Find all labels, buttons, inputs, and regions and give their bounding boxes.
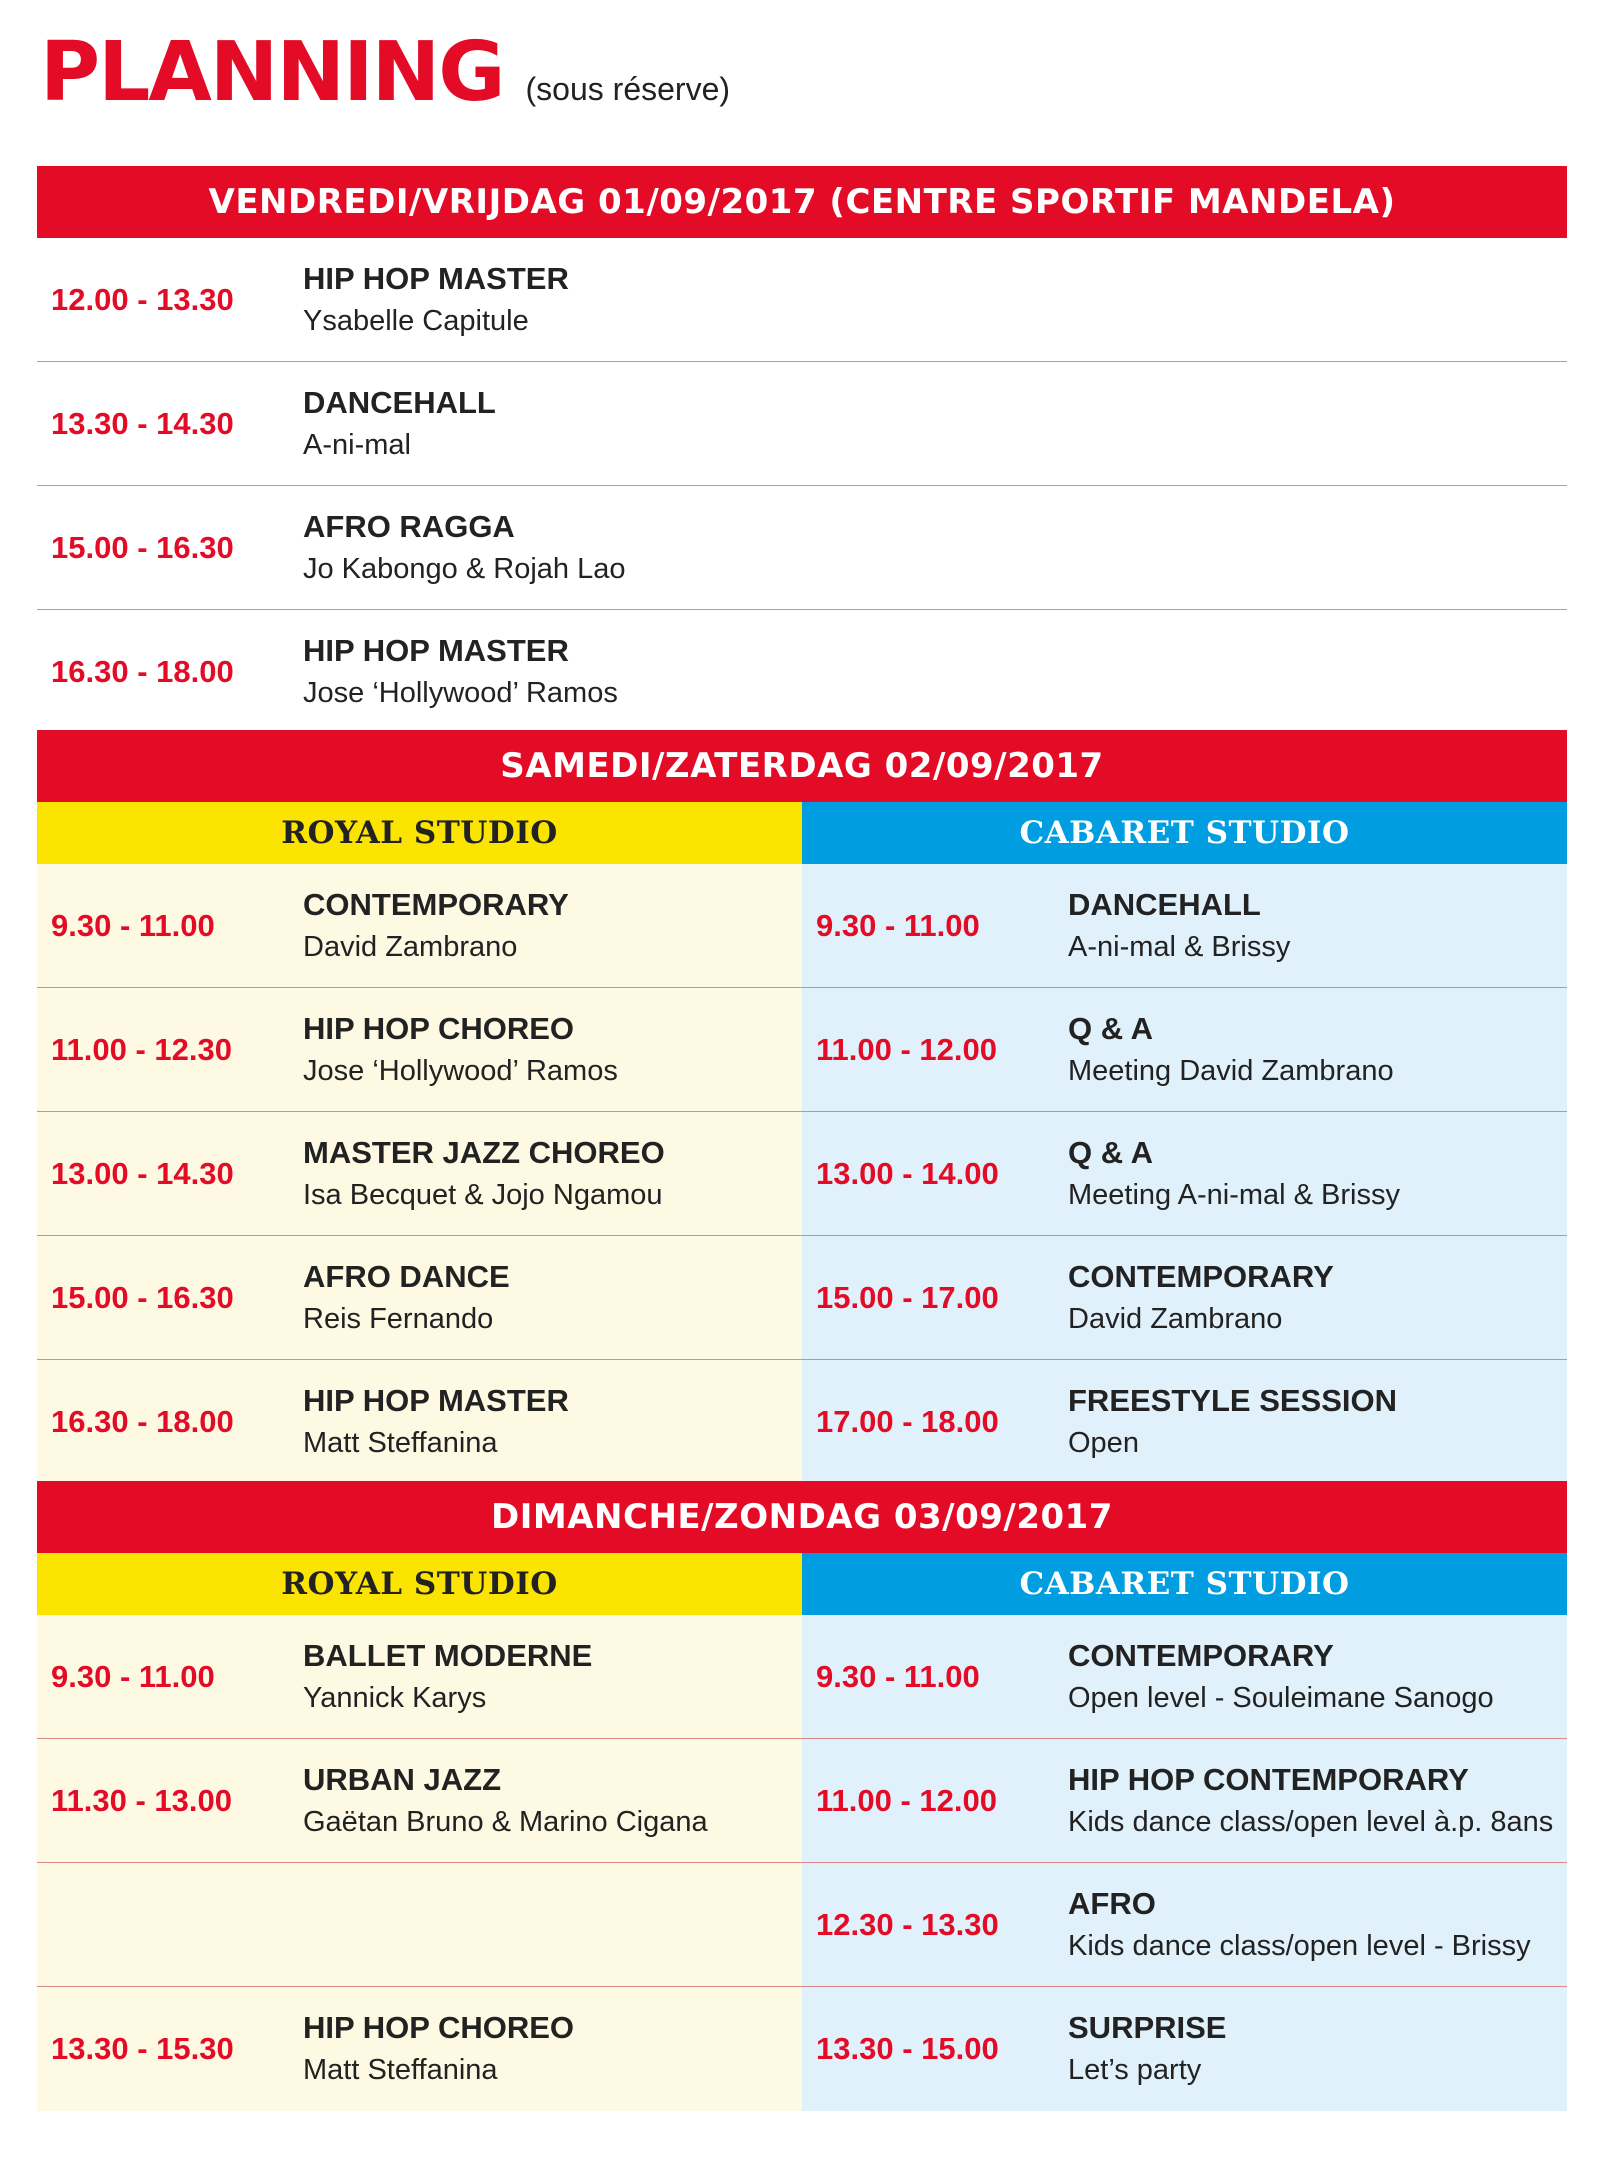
- studio-header: ROYAL STUDIO: [37, 802, 802, 864]
- session-time: 9.30 - 11.00: [816, 1658, 980, 1694]
- session-time: 11.30 - 13.00: [51, 1782, 232, 1818]
- day-header: SAMEDI/ZATERDAG 02/09/2017: [37, 730, 1567, 802]
- session-class: URBAN JAZZ: [303, 1761, 502, 1797]
- session-teacher: Isa Becquet & Jojo Ngamou: [303, 1178, 663, 1211]
- studio-header: ROYAL STUDIO: [37, 1553, 802, 1615]
- studio-header: CABARET STUDIO: [802, 1553, 1567, 1615]
- cabaret-studio-column: [802, 1553, 1567, 2111]
- session-teacher: Yannick Karys: [303, 1681, 487, 1714]
- session-class: HIP HOP MASTER: [303, 633, 569, 668]
- day-saturday: [37, 730, 1567, 1484]
- royal-studio-column: [37, 802, 802, 1484]
- session-time: 13.00 - 14.30: [51, 1155, 234, 1191]
- session-time: [37, 1863, 303, 1986]
- session-time: 11.00 - 12.30: [51, 1031, 232, 1067]
- page-title: PLANNING: [40, 25, 504, 120]
- session-time: 15.00 - 16.30: [51, 1279, 234, 1315]
- session-time: 17.00 - 18.00: [816, 1404, 999, 1439]
- session-time: 11.00 - 12.00: [816, 1782, 997, 1818]
- session-class: AFRO RAGGA: [303, 508, 515, 544]
- session-time: 13.30 - 14.30: [51, 405, 234, 441]
- session-time: 16.30 - 18.00: [51, 654, 234, 689]
- session-time: 13.30 - 15.30: [51, 2031, 234, 2066]
- royal-studio-column: [37, 1553, 802, 2111]
- session-teacher: Open level - Souleimane Sanogo: [1068, 1681, 1494, 1714]
- day-sunday: [37, 1481, 1567, 2111]
- session-time: 16.30 - 18.00: [51, 1404, 234, 1439]
- session-class: DANCEHALL: [1068, 886, 1261, 922]
- day-header: DIMANCHE/ZONDAG 03/09/2017: [37, 1481, 1567, 1553]
- session-teacher: Jose ‘Hollywood’ Ramos: [303, 1054, 618, 1087]
- session-class: HIP HOP MASTER: [303, 1383, 569, 1418]
- studio-header: CABARET STUDIO: [802, 802, 1567, 864]
- session-class: MASTER JAZZ CHOREO: [303, 1134, 665, 1170]
- session-teacher: Ysabelle Capitule: [303, 304, 529, 337]
- session-class: CONTEMPORARY: [1068, 1258, 1334, 1294]
- session-class: CONTEMPORARY: [303, 886, 569, 922]
- session-time: 11.00 - 12.00: [816, 1031, 997, 1067]
- session-teacher: A-ni-mal: [303, 428, 411, 461]
- page-header: [40, 25, 731, 120]
- session-teacher: Reis Fernando: [303, 1302, 494, 1335]
- session-teacher: Open: [1068, 1427, 1139, 1459]
- session-row: [37, 362, 1567, 486]
- session-class: HIP HOP CHOREO: [303, 2010, 575, 2045]
- session-time: 9.30 - 11.00: [816, 907, 980, 943]
- session-class: Q & A: [1068, 1010, 1153, 1046]
- session-class: HIP HOP CONTEMPORARY: [1068, 1761, 1469, 1797]
- session-teacher: Kids dance class/open level - Brissy: [1068, 1929, 1531, 1962]
- session-teacher: Let’s party: [1068, 2054, 1202, 2086]
- session-teacher: Jo Kabongo & Rojah Lao: [303, 552, 626, 585]
- day-header: VENDREDI/VRIJDAG 01/09/2017 (CENTRE SPORTIF MANDELA): [37, 166, 1567, 238]
- day-friday: [37, 166, 1567, 734]
- session-teacher: Meeting David Zambrano: [1068, 1054, 1394, 1087]
- page-subtitle: (sous réserve): [525, 71, 731, 107]
- session-class: DANCEHALL: [303, 384, 496, 420]
- session-teacher: Matt Steffanina: [303, 1427, 498, 1459]
- session-teacher: Meeting A-ni-mal & Brissy: [1068, 1178, 1400, 1211]
- session-time: 9.30 - 11.00: [51, 907, 215, 943]
- session-time: 9.30 - 11.00: [51, 1658, 215, 1694]
- session-class: AFRO: [1068, 1885, 1156, 1921]
- session-teacher: A-ni-mal & Brissy: [1068, 930, 1291, 963]
- session-class: HIP HOP MASTER: [303, 260, 569, 296]
- session-row: [37, 238, 1567, 362]
- session-teacher: Gaëtan Bruno & Marino Cigana: [303, 1805, 708, 1838]
- session-class: BALLET MODERNE: [303, 1637, 593, 1673]
- session-class: CONTEMPORARY: [1068, 1637, 1334, 1673]
- session-class: FREESTYLE SESSION: [1068, 1383, 1398, 1418]
- session-row: [37, 610, 1567, 734]
- session-teacher: David Zambrano: [1068, 1302, 1283, 1335]
- session-row: [37, 486, 1567, 610]
- session-teacher: David Zambrano: [303, 930, 518, 963]
- session-time: 15.00 - 17.00: [816, 1279, 999, 1315]
- session-teacher: Kids dance class/open level à.p. 8ans: [1068, 1805, 1554, 1838]
- session-time: 15.00 - 16.30: [51, 529, 234, 565]
- session-time: 13.30 - 15.00: [816, 2031, 999, 2066]
- session-class: HIP HOP CHOREO: [303, 1010, 575, 1046]
- session-time: 12.00 - 13.30: [51, 281, 234, 317]
- session-class: AFRO DANCE: [303, 1258, 510, 1294]
- session-time: 12.30 - 13.30: [816, 1906, 999, 1942]
- session-teacher: Jose ‘Hollywood’ Ramos: [303, 677, 618, 709]
- session-class: SURPRISE: [1068, 2010, 1227, 2045]
- session-time: 13.00 - 14.00: [816, 1155, 999, 1191]
- session-class: Q & A: [1068, 1134, 1153, 1170]
- session-teacher: Matt Steffanina: [303, 2054, 498, 2086]
- cabaret-studio-column: [802, 802, 1567, 1484]
